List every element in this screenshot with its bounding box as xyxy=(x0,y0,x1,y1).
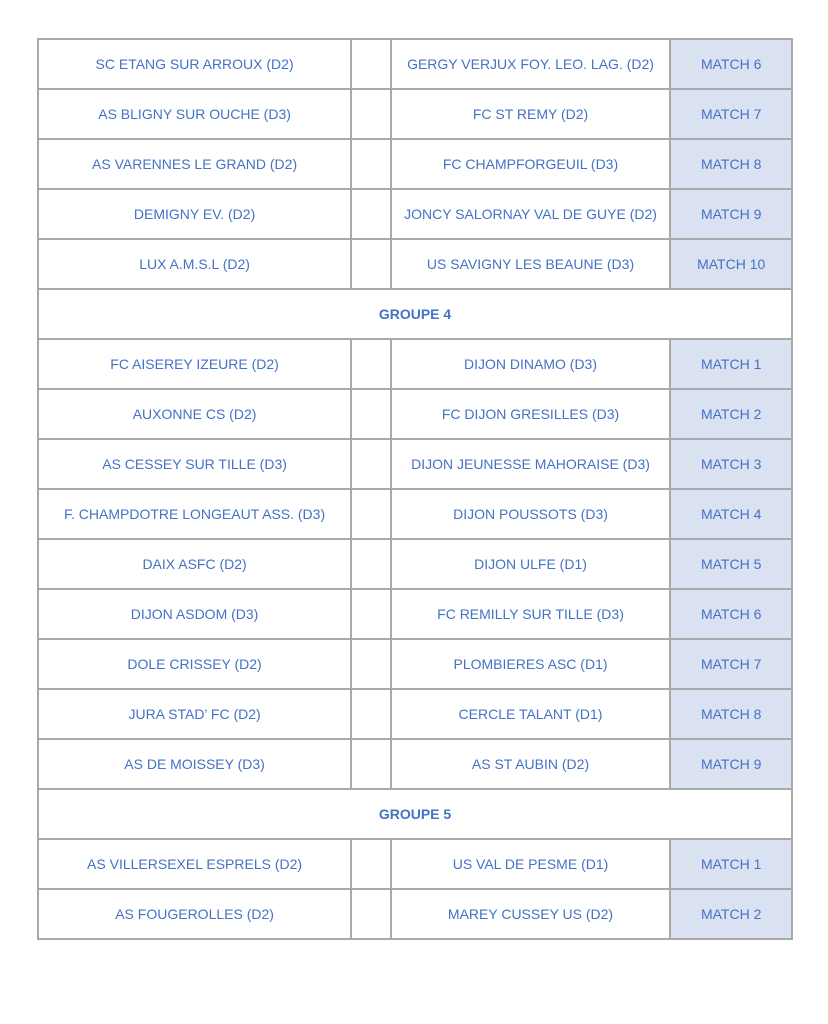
away-team-cell: AS ST AUBIN (D2) xyxy=(391,739,671,789)
separator-cell xyxy=(351,539,391,589)
match-number-cell: MATCH 3 xyxy=(670,439,792,489)
fixture-row xyxy=(38,439,792,489)
home-team-cell: AS CESSEY SUR TILLE (D3) xyxy=(38,439,351,489)
away-team-cell: FC CHAMPFORGEUIL (D3) xyxy=(391,139,671,189)
fixture-row xyxy=(38,39,792,89)
away-team-cell: MAREY CUSSEY US (D2) xyxy=(391,889,671,939)
home-team-cell: AS BLIGNY SUR OUCHE (D3) xyxy=(38,89,351,139)
group-header-row xyxy=(38,789,792,839)
separator-cell xyxy=(351,739,391,789)
separator-cell xyxy=(351,689,391,739)
home-team-cell: DOLE CRISSEY (D2) xyxy=(38,639,351,689)
fixture-row xyxy=(38,89,792,139)
group-header-row xyxy=(38,289,792,339)
away-team-cell: US VAL DE PESME (D1) xyxy=(391,839,671,889)
fixture-row xyxy=(38,589,792,639)
home-team-cell: AS FOUGEROLLES (D2) xyxy=(38,889,351,939)
fixture-row xyxy=(38,639,792,689)
fixture-row xyxy=(38,539,792,589)
home-team-cell: DAIX ASFC (D2) xyxy=(38,539,351,589)
away-team-cell: FC REMILLY SUR TILLE (D3) xyxy=(391,589,671,639)
separator-cell xyxy=(351,839,391,889)
fixture-row xyxy=(38,339,792,389)
match-number-cell: MATCH 4 xyxy=(670,489,792,539)
group-title: GROUPE 4 xyxy=(38,289,792,339)
away-team-cell: FC ST REMY (D2) xyxy=(391,89,671,139)
fixture-row xyxy=(38,489,792,539)
match-number-cell: MATCH 2 xyxy=(670,389,792,439)
match-number-cell: MATCH 10 xyxy=(670,239,792,289)
match-number-cell: MATCH 5 xyxy=(670,539,792,589)
separator-cell xyxy=(351,339,391,389)
separator-cell xyxy=(351,589,391,639)
home-team-cell: LUX A.M.S.L (D2) xyxy=(38,239,351,289)
separator-cell xyxy=(351,639,391,689)
fixture-row xyxy=(38,889,792,939)
fixtures-table xyxy=(37,38,793,940)
separator-cell xyxy=(351,89,391,139)
match-number-cell: MATCH 1 xyxy=(670,839,792,889)
home-team-cell: JURA STAD’ FC (D2) xyxy=(38,689,351,739)
fixture-row xyxy=(38,689,792,739)
home-team-cell: SC ETANG SUR ARROUX (D2) xyxy=(38,39,351,89)
separator-cell xyxy=(351,439,391,489)
fixture-row xyxy=(38,189,792,239)
separator-cell xyxy=(351,489,391,539)
match-number-cell: MATCH 6 xyxy=(670,589,792,639)
home-team-cell: AUXONNE CS (D2) xyxy=(38,389,351,439)
match-number-cell: MATCH 6 xyxy=(670,39,792,89)
away-team-cell: DIJON POUSSOTS (D3) xyxy=(391,489,671,539)
separator-cell xyxy=(351,139,391,189)
separator-cell xyxy=(351,889,391,939)
separator-cell xyxy=(351,389,391,439)
fixtures-document xyxy=(37,38,793,940)
match-number-cell: MATCH 7 xyxy=(670,639,792,689)
away-team-cell: DIJON JEUNESSE MAHORAISE (D3) xyxy=(391,439,671,489)
match-number-cell: MATCH 9 xyxy=(670,739,792,789)
fixtures-table-body xyxy=(38,39,792,939)
away-team-cell: PLOMBIERES ASC (D1) xyxy=(391,639,671,689)
away-team-cell: DIJON ULFE (D1) xyxy=(391,539,671,589)
fixture-row xyxy=(38,239,792,289)
match-number-cell: MATCH 9 xyxy=(670,189,792,239)
fixture-row xyxy=(38,389,792,439)
group-title: GROUPE 5 xyxy=(38,789,792,839)
match-number-cell: MATCH 1 xyxy=(670,339,792,389)
home-team-cell: AS VILLERSEXEL ESPRELS (D2) xyxy=(38,839,351,889)
away-team-cell: JONCY SALORNAY VAL DE GUYE (D2) xyxy=(391,189,671,239)
away-team-cell: DIJON DINAMO (D3) xyxy=(391,339,671,389)
match-number-cell: MATCH 8 xyxy=(670,689,792,739)
away-team-cell: CERCLE TALANT (D1) xyxy=(391,689,671,739)
separator-cell xyxy=(351,189,391,239)
fixture-row xyxy=(38,739,792,789)
home-team-cell: F. CHAMPDOTRE LONGEAUT ASS. (D3) xyxy=(38,489,351,539)
home-team-cell: DIJON ASDOM (D3) xyxy=(38,589,351,639)
fixture-row xyxy=(38,839,792,889)
match-number-cell: MATCH 2 xyxy=(670,889,792,939)
away-team-cell: FC DIJON GRESILLES (D3) xyxy=(391,389,671,439)
separator-cell xyxy=(351,39,391,89)
match-number-cell: MATCH 8 xyxy=(670,139,792,189)
home-team-cell: AS DE MOISSEY (D3) xyxy=(38,739,351,789)
fixture-row xyxy=(38,139,792,189)
separator-cell xyxy=(351,239,391,289)
home-team-cell: FC AISEREY IZEURE (D2) xyxy=(38,339,351,389)
home-team-cell: DEMIGNY EV. (D2) xyxy=(38,189,351,239)
home-team-cell: AS VARENNES LE GRAND (D2) xyxy=(38,139,351,189)
away-team-cell: GERGY VERJUX FOY. LEO. LAG. (D2) xyxy=(391,39,671,89)
match-number-cell: MATCH 7 xyxy=(670,89,792,139)
away-team-cell: US SAVIGNY LES BEAUNE (D3) xyxy=(391,239,671,289)
